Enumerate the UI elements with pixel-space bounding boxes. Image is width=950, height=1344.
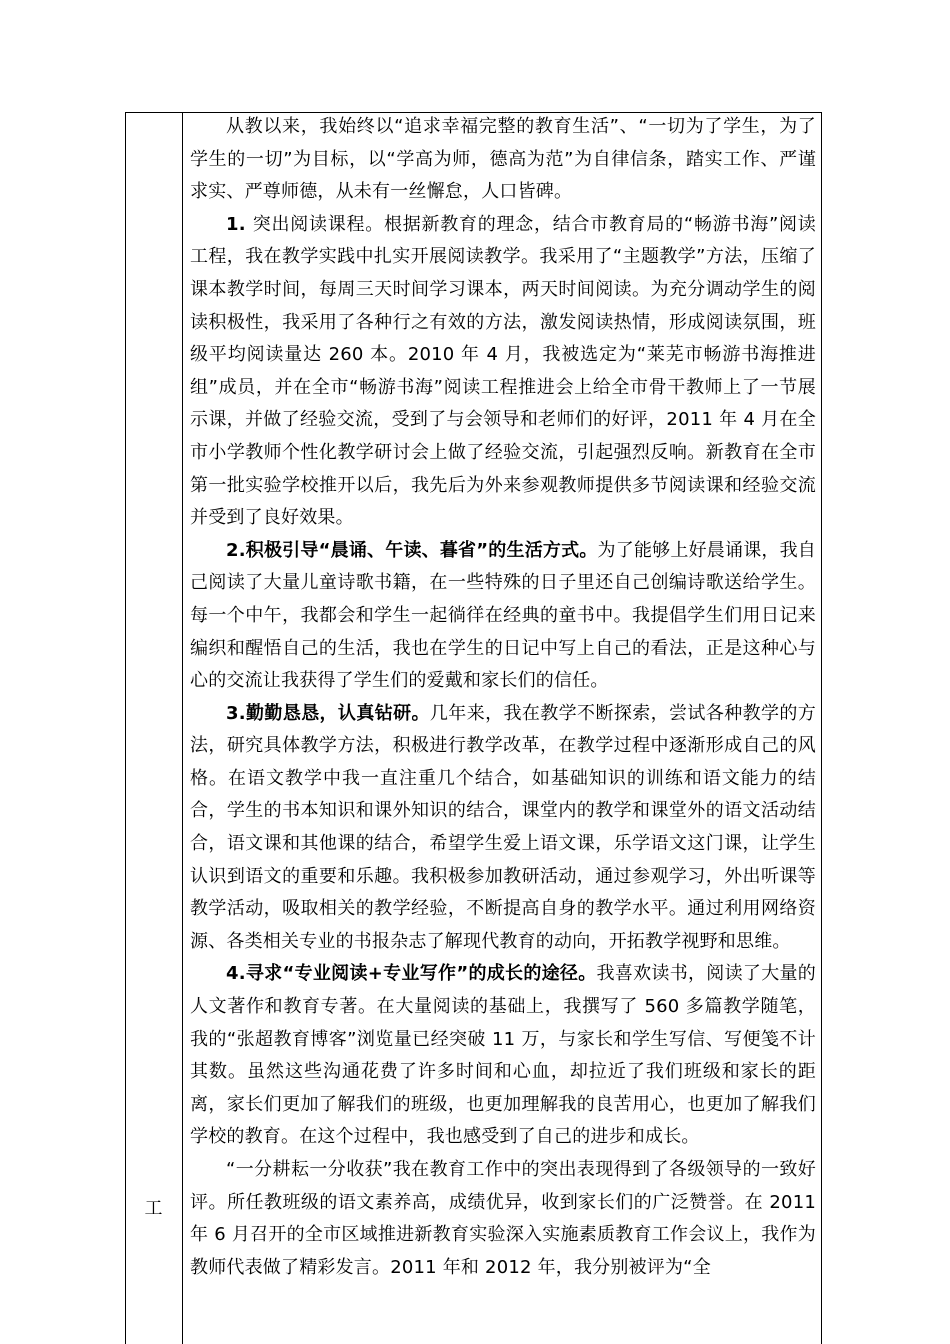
paragraph-growth-path: 4.寻求“专业阅读+专业写作”的成长的途径。我喜欢读书，阅读了大量的人文著作和教育专著。在大量阅读的基础上，我撰写了 560 多篇教学随笔，我的“张超教育博客”浏览量已经突破 11 万，与家长和学生写信、写便笺不计其数。虽然这些沟通花费了许多时间和心血，却拉近了我们班级和家长的距离，家长们更加了解我们的班级，也更加理解我的良苦用心，也更加了解我们学校的教育。在这个过程中，我也感受到了自己的进步和成长。	[190, 963, 816, 1148]
paragraph-lifestyle: 2.积极引导“晨诵、午读、暮省”的生活方式。为了能够上好晨诵课，我自己阅读了大量儿童诗歌书籍，在一些特殊的日子里还自己创编诗歌送给学生。每一个中午，我都会和学生一起徜徉在经典的童书中。我提倡学生们用日记来编织和醒悟自己的生活，我也在学生的日记中写上自己的看法，正是这种心与心的交流让我获得了学生们的爱戴和家长们的信任。	[190, 539, 817, 692]
paragraph-reading-course: 1. 突出阅读课程。根据新教育的理念，结合市教育局的“畅游书海”阅读工程，我在教学实践中扎实开展阅读教学。我采用了“主题教学”方法，压缩了课本教学时间，每周三天时间学习课本，两天时间阅读。为充分调动学生的阅读积极性，我采用了各种行之有效的方法，激发阅读热情，形成阅读氛围，班级平均阅读量达 260 本。2010 年 4 月，我被选定为“莱芜市畅游书海推进组”成员，并在全市“畅游书海”阅读工程推进会上给全市骨干教师上了一节展示课，并做了经验交流，受到了与会领导和老师们的好评，2011 年 4 月在全市小学教师个性化教学研讨会上做了经验交流，引起强烈反响。新教育在全市第一批实验学校推开以后，我先后为外来参观教师提供多节阅读课和经验交流并受到了良好效果。	[190, 213, 816, 529]
column-divider	[182, 112, 183, 1344]
paragraph-achievements: “一分耕耘一分收获”我在教育工作中的突出表现得到了各级领导的一致好评。所任教班级的语文素养高，成绩优异，收到家长们的广泛赞誉。在 2011 年 6 月召开的全市区域推进新教育实验深入实施素质教育工作会议上，我作为教师代表做了精彩发言。2011 年和 2012 年，我分别被评为“全	[190, 1159, 816, 1278]
content-cell	[190, 111, 816, 1284]
paragraph-intro: 从教以来，我始终以“追求幸福完整的教育生活”、“一切为了学生，为了学生的一切”为目标，以“学高为师，德高为范”为自律信条，踏实工作、严谨求实、严尊师德，从未有一丝懈怠，人口皆碑。	[190, 116, 816, 203]
row-header-label: 工	[144, 1198, 163, 1219]
paragraph-diligence: 3.勤勤恳恳，认真钻研。几年来，我在教学不断探索，尝试各种教学的方法，研究具体教学方法，积极进行教学改革，在教学过程中逐渐形成自己的风格。在语文教学中我一直注重几个结合，如基础知识的训练和语文能力的结合，学生的书本知识和课外知识的结合，课堂内的教学和课堂外的语文活动结合，语文课和其他课的结合，希望学生爱上语文课，乐学语文这门课，让学生认识到语文的重要和乐趣。我积极参加教研活动，通过参观学习，外出听课等教学活动，吸取相关的教学经验，不断提高自身的教学水平。通过利用网络资源、各类相关专业的书报杂志了解现代教育的动向，开拓教学视野和思维。	[190, 702, 816, 952]
